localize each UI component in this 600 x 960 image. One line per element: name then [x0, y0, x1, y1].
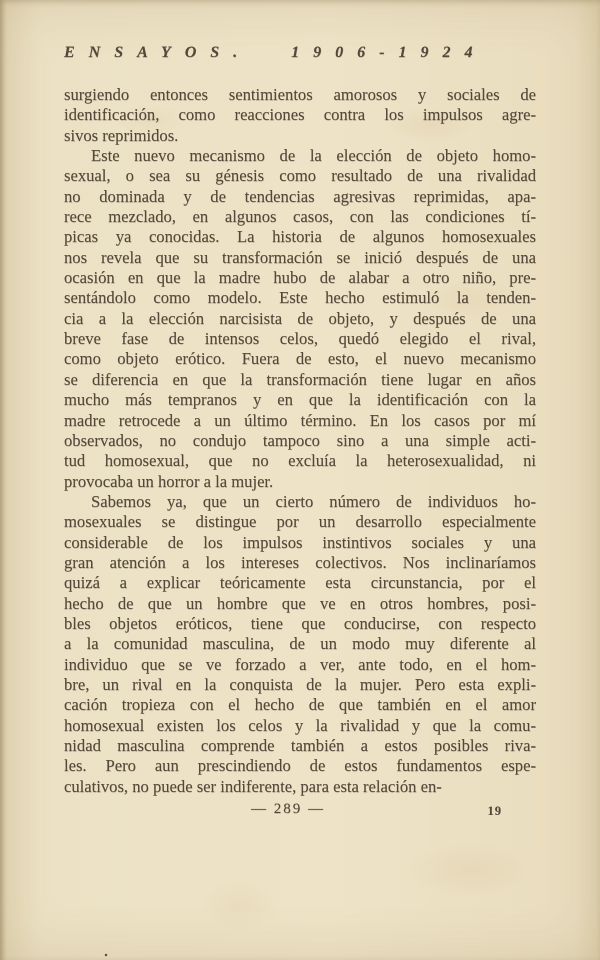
text-line: Este nuevo mecanismo de la elección de objeto homo-	[91, 146, 536, 166]
text-line: mosexuales se distingue por un desarrollo especialmente	[64, 512, 536, 532]
text-line: rece mezclado, en algunos casos, con las condiciones tí-	[64, 207, 536, 227]
text-line: a la comunidad masculina, de un modo muy diferente al	[64, 634, 536, 654]
text-line: cia a la elección narcisista de objeto, y después de una	[64, 308, 536, 328]
text-line: tud homosexual, que no excluía la heterosexualidad, ni	[64, 451, 536, 471]
text-line: homosexual existen los celos y la rivalidad y que la comu-	[64, 715, 536, 735]
text-line: sentándolo como modelo. Este hecho estimuló la tenden-	[64, 288, 536, 308]
text-line: nos revela que su transformación se inició después de una	[64, 247, 536, 267]
text-line: identificación, como reacciones contra los impulsos agre-	[64, 105, 536, 125]
running-header: ENSAYOS. 1906-1924	[64, 44, 487, 61]
text-line: provocaba un horror a la mujer.	[64, 471, 274, 491]
page-number: — 289 —	[251, 801, 325, 817]
text-line: les. Pero aun prescindiendo de estos fundamentos espe-	[64, 756, 536, 776]
text-line: gran atención a los intereses colectivos. Nos inclinaríamos	[64, 552, 536, 572]
text-line: Sabemos ya, que un cierto número de individuos ho-	[91, 491, 536, 511]
text-line: no dominada y de tendencias agresivas reprimidas, apa-	[64, 186, 536, 206]
page-footer	[64, 801, 536, 823]
text-line: considerable de los impulsos instintivos sociales y una	[64, 532, 536, 552]
text-line: bre, un rival en la conquista de la mujer. Pero esta expli-	[64, 674, 536, 694]
text-line: mucho más tempranos y en que la identificación con la	[64, 390, 536, 410]
text-line: se diferencia en que la transformación tiene lugar en años	[64, 369, 536, 389]
text-line: ocasión en que la madre hubo de alabar a otro niño, pre-	[64, 268, 536, 288]
body-text	[64, 85, 536, 797]
text-line: quizá a explicar teóricamente esta circunstancia, por el	[64, 573, 536, 593]
paragraph	[64, 85, 536, 146]
text-line: picas ya conocidas. La historia de algunos homosexuales	[64, 227, 536, 247]
text-line: culativos, no puede ser indiferente, para esta relación en-	[64, 776, 442, 796]
text-line: cación tropieza con el hecho de que también en el amor	[64, 695, 536, 715]
paragraph	[64, 146, 536, 492]
signature-number: 19	[487, 804, 502, 818]
text-line: sexual, o sea su génesis como resultado de una rivalidad	[64, 166, 536, 186]
text-line: observados, no condujo tampoco sino a una simple acti-	[64, 430, 536, 450]
text-line: hecho de que un hombre que ve en otros hombres, posi-	[64, 593, 536, 613]
text-line: surgiendo entonces sentimientos amorosos y sociales de	[64, 85, 536, 104]
text-line: sivos reprimidos.	[64, 125, 179, 145]
text-line: nidad masculina comprende también a estos posibles riva-	[64, 736, 536, 755]
text-line: individuo que se ve forzado a ver, ante todo, en el hom-	[64, 654, 536, 674]
text-line: madre retrocede a un último término. En los casos por mí	[64, 410, 536, 430]
text-line: como objeto erótico. Fuera de esto, el nuevo mecanismo	[64, 349, 536, 369]
text-line: breve fase de intensos celos, quedó elegido el rival,	[64, 329, 536, 349]
text-line: bles objetos eróticos, tiene que conducirse, con respecto	[64, 613, 536, 633]
paragraph	[64, 492, 536, 797]
